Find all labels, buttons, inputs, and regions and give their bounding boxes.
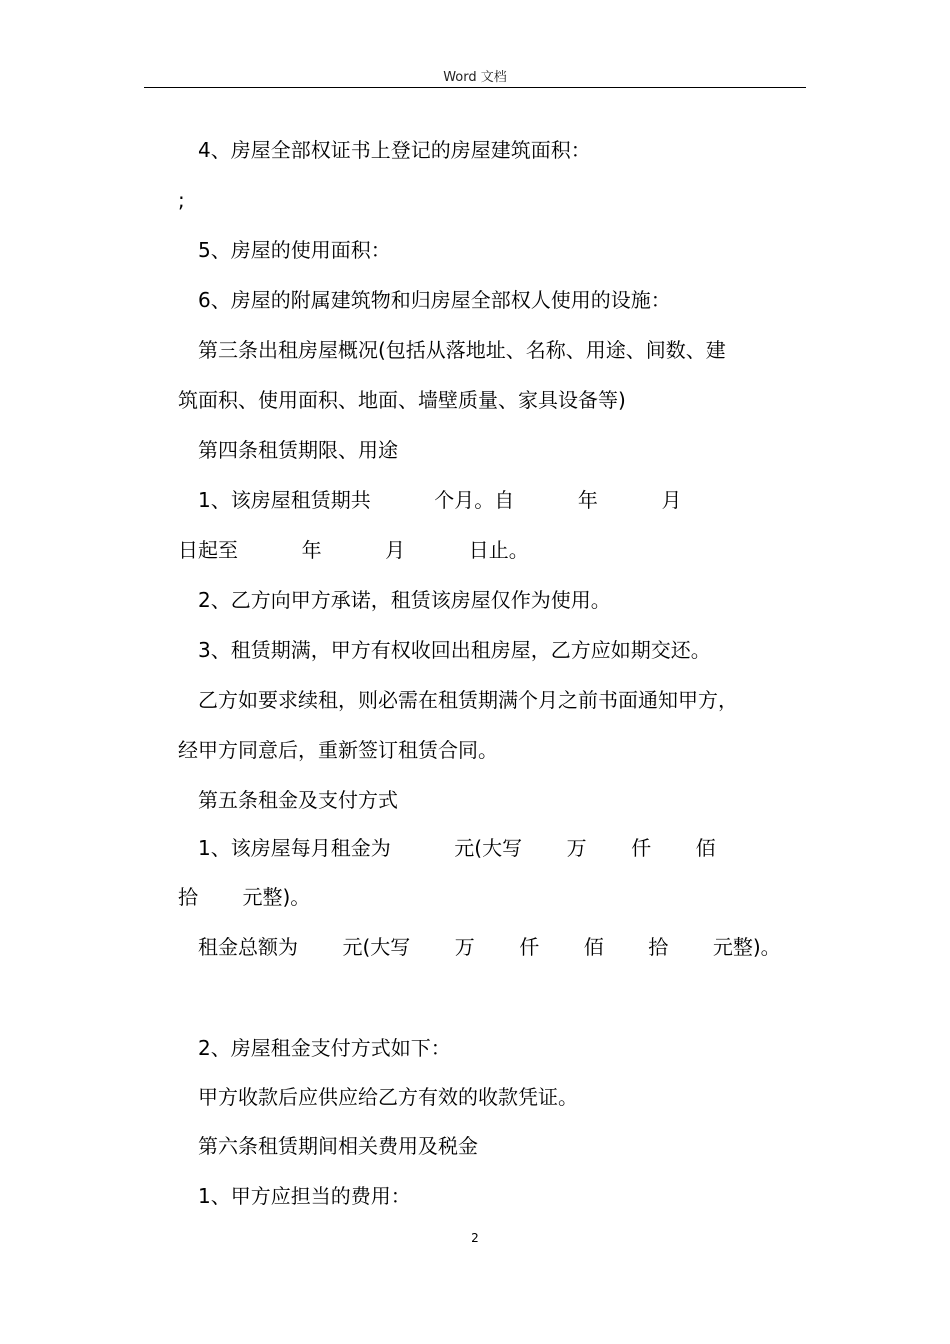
body-line: 第四条租赁期限、用途: [198, 438, 398, 462]
body-line: 5、房屋的使用面积：: [198, 238, 391, 262]
body-line: 拾 元整)。: [178, 885, 311, 909]
body-line: 6、房屋的附属建筑物和归房屋全部权人使用的设施：: [198, 288, 671, 312]
body-line: 第六条租赁期间相关费用及税金: [198, 1134, 478, 1158]
body-line: 2、房屋租金支付方式如下：: [198, 1036, 451, 1060]
body-line: 1、该房屋租赁期共 个月。自 年 月: [198, 488, 682, 512]
body-line: 日起至 年 月 日止。: [178, 538, 529, 562]
body-line: ;: [178, 188, 185, 212]
body-line: 乙方如要求续租，则必需在租赁期满个月之前书面通知甲方，: [198, 688, 738, 712]
body-line: 3、租赁期满，甲方有权收回出租房屋，乙方应如期交还。: [198, 638, 711, 662]
body-line: 1、甲方应担当的费用：: [198, 1184, 411, 1208]
body-line: 第五条租金及支付方式: [198, 788, 398, 812]
body-line: 经甲方同意后，重新签订租赁合同。: [178, 738, 498, 762]
body-line: 甲方收款后应供应给乙方有效的收款凭证。: [198, 1085, 578, 1109]
body-line: 租金总额为 元(大写 万 仟 佰 拾 元整)。: [198, 935, 781, 959]
page-header-title: Word 文档: [443, 70, 507, 85]
body-line: 1、该房屋每月租金为 元(大写 万 仟 佰: [198, 836, 716, 860]
body-line: 第三条出租房屋概况(包括从落地址、名称、用途、间数、建: [198, 338, 726, 362]
body-line: 筑面积、使用面积、地面、墙壁质量、家具设备等): [178, 388, 626, 412]
header-divider: [144, 87, 806, 88]
body-line: 4、房屋全部权证书上登记的房屋建筑面积：: [198, 138, 591, 162]
body-line: 2、乙方向甲方承诺，租赁该房屋仅作为使用。: [198, 588, 611, 612]
page-number: 2: [471, 1231, 479, 1245]
